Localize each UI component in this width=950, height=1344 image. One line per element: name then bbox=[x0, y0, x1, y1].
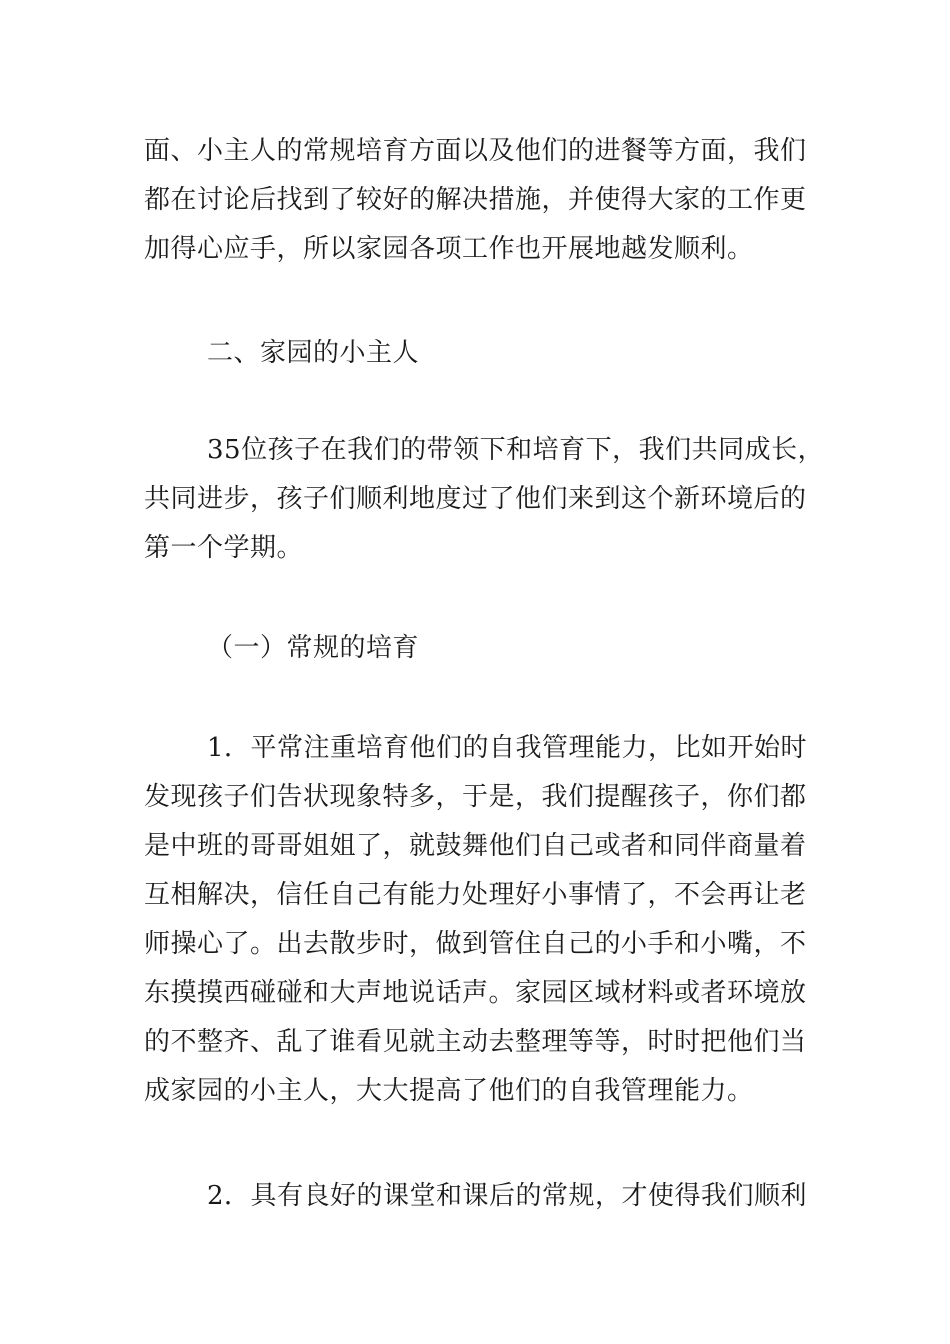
paragraph-3-line-1: 1．平常注重培育他们的自我管理能力，比如开始时 bbox=[207, 733, 808, 763]
paragraph-4-line-1: 2．具有良好的课堂和课后的常规，才使得我们顺利 bbox=[207, 1181, 808, 1211]
paragraph-3-line-5: 师操心了。出去散步时，做到管住自己的小手和小嘴，不 bbox=[144, 929, 807, 959]
paragraph-3-line-6: 东摸摸西碰碰和大声地说话声。家园区域材料或者环境放 bbox=[144, 978, 807, 1008]
paragraph-3-line-4: 互相解决，信任自己有能力处理好小事情了，不会再让老 bbox=[144, 880, 807, 910]
paragraph-1-line-1: 面、小主人的常规培育方面以及他们的进餐等方面，我们 bbox=[144, 136, 807, 166]
paragraph-3-line-7: 的不整齐、乱了谁看见就主动去整理等等，时时把他们当 bbox=[144, 1027, 807, 1057]
paragraph-2-line-2: 共同进步，孩子们顺利地度过了他们来到这个新环境后的 bbox=[144, 484, 807, 514]
paragraph-1-line-2: 都在讨论后找到了较好的解决措施，并使得大家的工作更 bbox=[144, 185, 807, 215]
paragraph-2-line-3: 第一个学期。 bbox=[144, 533, 304, 563]
paragraph-3-line-3: 是中班的哥哥姐姐了，就鼓舞他们自己或者和同伴商量着 bbox=[144, 831, 807, 861]
paragraph-1-line-3: 加得心应手，所以家园各项工作也开展地越发顺利。 bbox=[144, 234, 754, 264]
paragraph-2-line-1: 35位孩子在我们的带领下和培育下，我们共同成长， bbox=[207, 435, 825, 465]
paragraph-3-line-8: 成家园的小主人，大大提高了他们的自我管理能力。 bbox=[144, 1076, 754, 1106]
section-heading: 二、家园的小主人 bbox=[207, 338, 420, 368]
subsection-heading: （一）常规的培育 bbox=[207, 633, 420, 663]
paragraph-3-line-2: 发现孩子们告状现象特多，于是，我们提醒孩子，你们都 bbox=[144, 782, 807, 812]
